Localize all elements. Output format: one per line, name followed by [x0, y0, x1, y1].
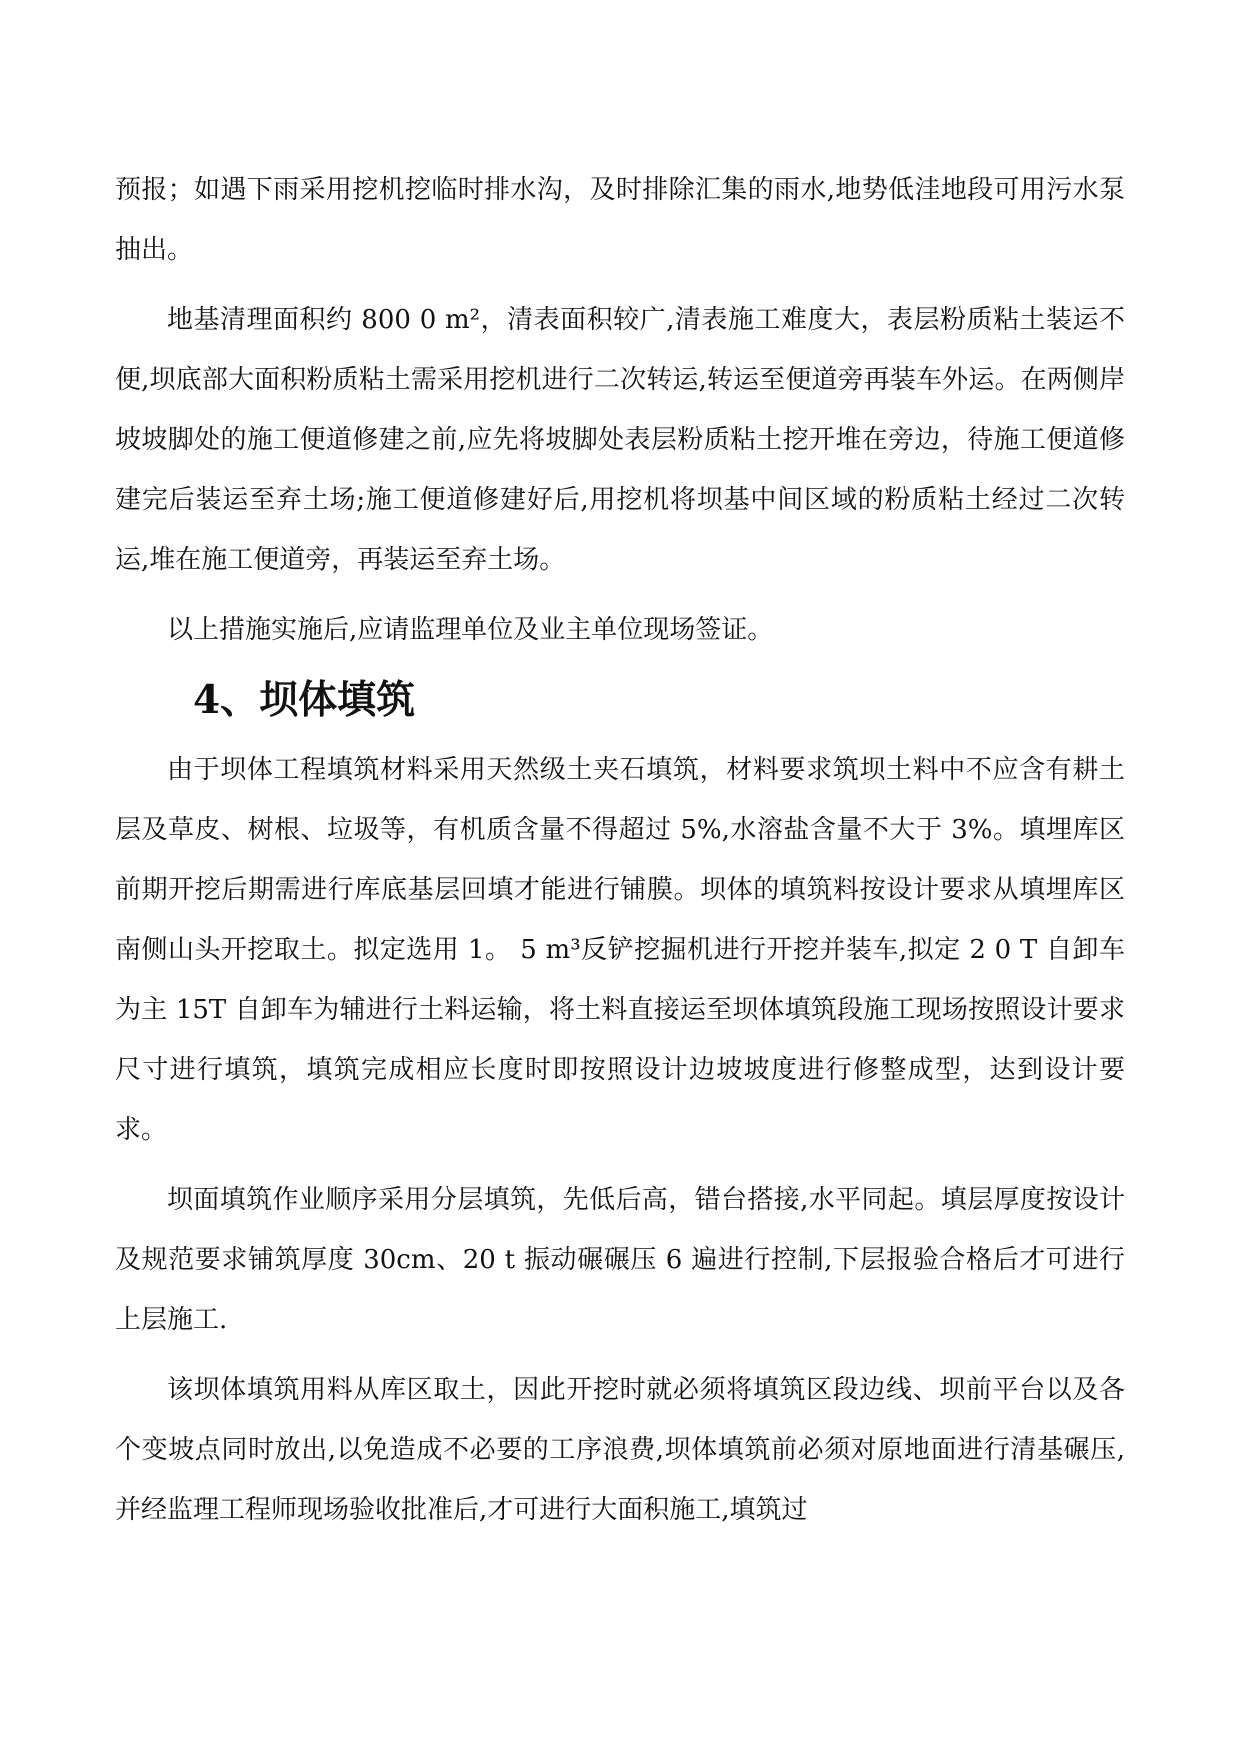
- paragraph-foundation-clearing: 地基清理面积约 800 0 m²，清表面积较广,清表施工难度大，表层粉质粘土装运不便,坝底部大面积粉质粘土需采用挖机进行二次转运,转运至便道旁再装车外运。在两侧岸坡坡脚处的施工便道修建之前,应先将坡脚处表层粉质粘土挖开堆在旁边，待施工便道修建完后装运至弃土场;施工便道修建好后,用挖机将坝基中间区域的粉质粘土经过二次转运,堆在施工便道旁，再装运至弃土场。: [115, 305, 1125, 575]
- paragraph-fill-material: 由于坝体工程填筑材料采用天然级土夹石填筑，材料要求筑坝土料中不应含有耕土层及草皮、树根、垃圾等，有机质含量不得超过 5%,水溶盐含量不大于 3%。填埋库区前期开挖后期需进行库底基层回填才能进行铺膜。坝体的填筑料按设计要求从填埋库区南侧山头开挖取土。拟定选用 1。 5 m³反铲挖掘机进行开挖并装车,拟定 2 0 T 自卸车为主 15T 自卸车为辅进行土料运输，将土料直接运至坝体填筑段施工现场按照设计要求尺寸进行填筑，填筑完成相应长度时即按照设计边坡坡度进行修整成型，达到设计要求。: [115, 755, 1125, 1145]
- paragraph-supervision-signoff: 以上措施实施后,应请监理单位及业主单位现场签证。: [167, 615, 774, 645]
- paragraph-fill-sequence: 坝面填筑作业顺序采用分层填筑，先低后高，错台搭接,水平同起。填层厚度按设计及规范要求铺筑厚度 30cm、20 t 振动碾碾压 6 遍进行控制,下层报验合格后才可进行上层施工.: [115, 1185, 1125, 1335]
- document-body: [115, 160, 1125, 1550]
- section-heading: 4、坝体填筑: [193, 677, 416, 723]
- paragraph-borrow-area: 该坝体填筑用料从库区取土，因此开挖时就必须将填筑区段边线、坝前平台以及各个变坡点同时放出,以免造成不必要的工序浪费,坝体填筑前必须对原地面进行清基碾压,并经监理工程师现场验收批准后,才可进行大面积施工,填筑过: [115, 1375, 1125, 1525]
- paragraph-continuation: 预报；如遇下雨采用挖机挖临时排水沟，及时排除汇集的雨水,地势低洼地段可用污水泵抽出。: [115, 175, 1125, 265]
